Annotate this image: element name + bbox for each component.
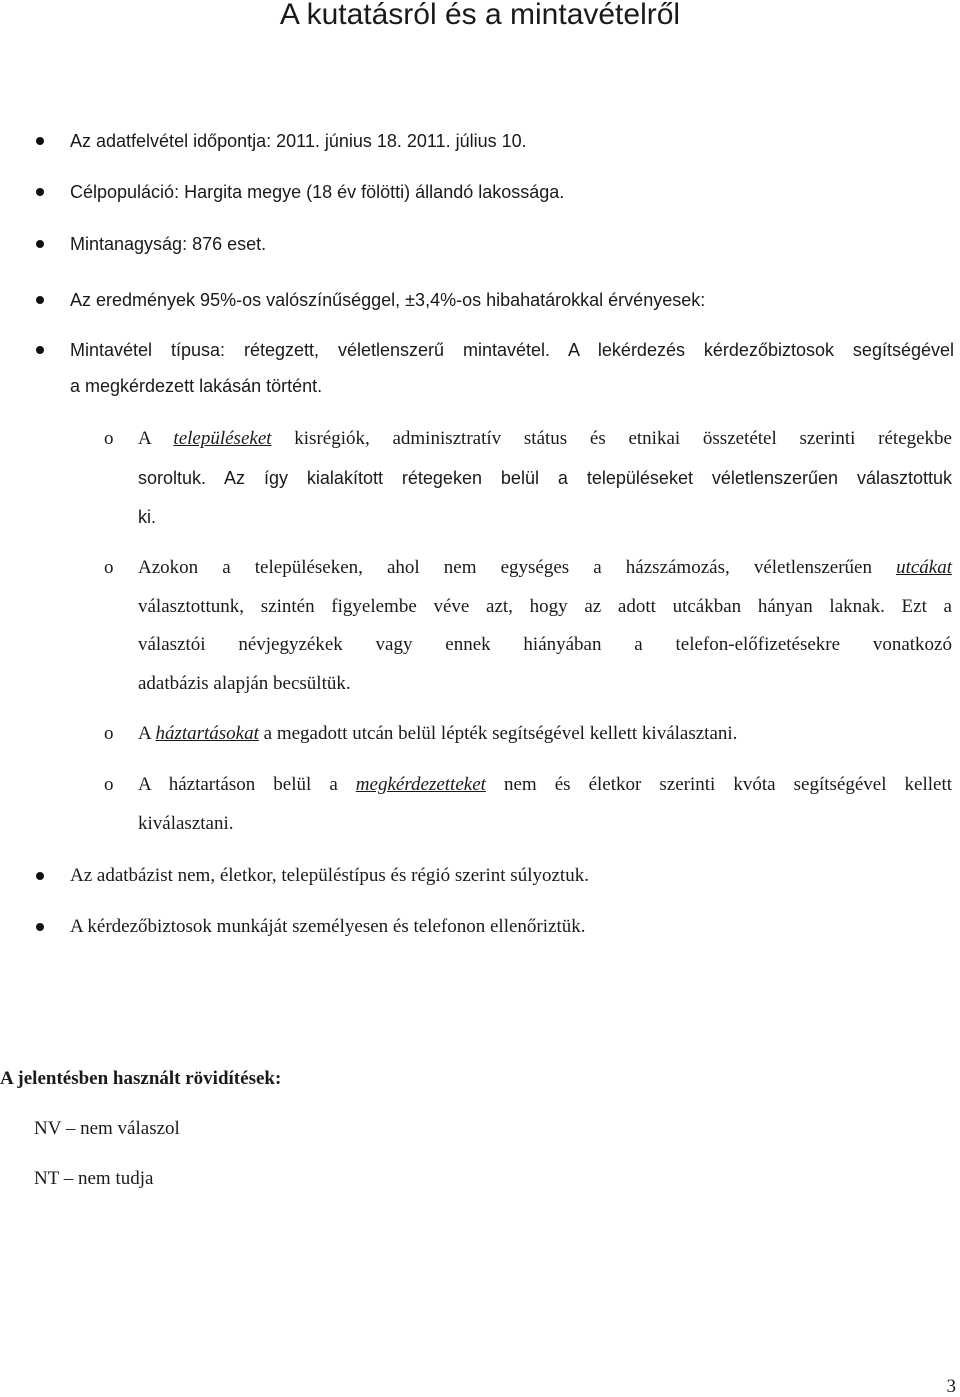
sub-bullet-marker: o	[104, 428, 114, 449]
sample-size: Mintanagyság: 876 eset.	[70, 234, 267, 254]
bullet-dot	[36, 923, 44, 931]
sub-bullet-marker: o	[104, 723, 114, 744]
settlements-line1: A településeket kisrégiók, adminisztratív státus és etnikai összetétel szerinti rétegekbe	[138, 428, 952, 449]
respondents-line2: kiválasztani.	[138, 813, 234, 834]
streets-line1: Azokon a településeken, ahol nem egységes a házszámozás, véletlenszerűen utcákat	[138, 557, 952, 578]
abbreviation-nt: NT – nem tudja	[34, 1168, 154, 1189]
bullet-dot	[36, 872, 44, 880]
bullet-dot	[36, 188, 44, 196]
settlements-line3: ki.	[138, 507, 156, 527]
bullet-dot	[36, 137, 44, 145]
sub-bullet-marker: o	[104, 774, 114, 795]
settlements-term: településeket	[173, 428, 272, 449]
error-margin: Az eredmények 95%-os valószínűséggel, ±3,4%-os hibahatárokkal érvényesek:	[70, 290, 706, 310]
respondents-line1: A háztartáson belül a megkérdezetteket nem és életkor szerinti kvóta segítségével kellett	[138, 774, 952, 795]
page-title: A kutatásról és a mintavételről	[279, 0, 681, 31]
abbreviation-nv: NV – nem válaszol	[34, 1118, 180, 1139]
interviewer-check: A kérdezőbiztosok munkáját személyesen és telefonon ellenőriztük.	[70, 916, 586, 937]
sub-bullet-marker: o	[104, 557, 114, 578]
survey-date: Az adatfelvétel időpontja: 2011. június 18. 2011. július 10.	[70, 131, 527, 151]
bullet-dot	[36, 346, 44, 354]
page-number: 3	[946, 1376, 956, 1397]
target-population: Célpopuláció: Hargita megye (18 év fölötti) állandó lakossága.	[70, 182, 565, 202]
households-line: A háztartásokat a megadott utcán belül lépték segítségével kellett kiválasztani.	[138, 723, 738, 744]
weighting: Az adatbázist nem, életkor, településtípus és régió szerint súlyoztuk.	[70, 865, 589, 886]
streets-term: utcákat	[896, 557, 952, 578]
streets-line3: választói névjegyzékek vagy ennek hiányában a telefon-előfizetésekre vonatkozó	[138, 634, 952, 655]
streets-line2: választottunk, szintén figyelembe véve azt, hogy az adott utcákban hányan laknak. Ezt a	[138, 596, 952, 617]
streets-line4: adatbázis alapján becsültük.	[138, 673, 351, 694]
sampling-type-line1: Mintavétel típusa: rétegzett, véletlenszerű mintavétel. A lekérdezés kérdezőbiztosok segítségével	[70, 340, 954, 360]
sampling-type-line2: a megkérdezett lakásán történt.	[70, 376, 323, 396]
bullet-dot	[36, 296, 44, 304]
bullet-dot	[36, 240, 44, 248]
respondents-term: megkérdezetteket	[355, 774, 486, 795]
households-term: háztartásokat	[155, 723, 259, 744]
abbreviations-heading: A jelentésben használt rövidítések:	[0, 1068, 282, 1089]
settlements-line2: soroltuk. Az így kialakított rétegeken belül a településeket véletlenszerűen választottuk	[138, 468, 952, 488]
